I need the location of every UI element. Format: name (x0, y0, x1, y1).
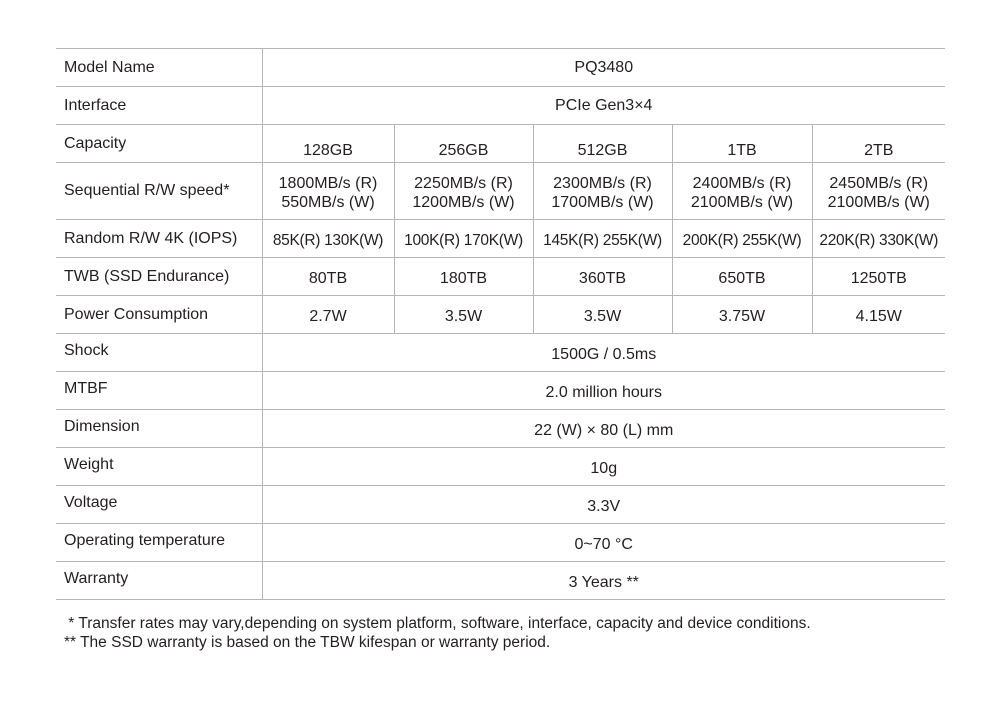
table-row-power (56, 296, 945, 334)
sequential-cell (812, 163, 945, 220)
sequential-write: 2100MB/s (W) (827, 194, 930, 211)
row-label-capacity: Capacity (56, 125, 262, 163)
footnote-warranty: ** The SSD warranty is based on the TBW kifespan or warranty period. (64, 634, 551, 651)
table-row-capacity (56, 125, 945, 163)
sequential-cell (262, 163, 394, 220)
sequential-cell (533, 163, 672, 220)
power-cell: 3.75W (672, 296, 812, 334)
row-label-voltage: Voltage (56, 486, 262, 524)
table-row-dimension (56, 410, 945, 448)
random-cell: 220K(R) 330K(W) (812, 220, 945, 258)
spec-table (56, 48, 945, 600)
table-row-tbw (56, 258, 945, 296)
sequential-cell (394, 163, 533, 220)
tbw-cell: 1250TB (812, 258, 945, 296)
interface-value: PCIe Gen3×4 (262, 87, 945, 125)
capacity-cell: 2TB (812, 125, 945, 163)
capacity-cell: 128GB (262, 125, 394, 163)
sequential-read: 1800MB/s (R) (278, 175, 378, 192)
capacity-cell: 1TB (672, 125, 812, 163)
sequential-write: 1200MB/s (W) (412, 194, 515, 211)
tbw-cell: 80TB (262, 258, 394, 296)
row-label-tbw: TWB (SSD Endurance) (56, 258, 262, 296)
table-row-warranty (56, 562, 945, 600)
tbw-cell: 360TB (533, 258, 672, 296)
row-label-weight: Weight (56, 448, 262, 486)
footnote-transfer-rates: * Transfer rates may vary,depending on system platform, software, interface, capacity and device conditions. (64, 615, 811, 632)
voltage-value: 3.3V (262, 486, 945, 524)
capacity-cell: 512GB (533, 125, 672, 163)
sequential-read: 2400MB/s (R) (692, 175, 792, 192)
row-label-model-name: Model Name (56, 49, 262, 87)
weight-value: 10g (262, 448, 945, 486)
power-cell: 3.5W (394, 296, 533, 334)
model-name-value: PQ3480 (262, 49, 945, 87)
table-row-interface (56, 87, 945, 125)
row-label-interface: Interface (56, 87, 262, 125)
random-cell: 85K(R) 130K(W) (262, 220, 394, 258)
table-row-random (56, 220, 945, 258)
row-label-shock: Shock (56, 334, 262, 372)
footnotes (64, 614, 811, 652)
table-row-sequential (56, 163, 945, 220)
row-label-power: Power Consumption (56, 296, 262, 334)
power-cell: 4.15W (812, 296, 945, 334)
sequential-read: 2250MB/s (R) (414, 175, 513, 192)
temperature-value: 0~70 °C (262, 524, 945, 562)
power-cell: 2.7W (262, 296, 394, 334)
table-row-weight (56, 448, 945, 486)
row-label-warranty: Warranty (56, 562, 262, 600)
sequential-read: 2450MB/s (R) (829, 175, 929, 192)
sequential-write: 550MB/s (W) (281, 194, 375, 211)
sequential-cell (672, 163, 812, 220)
row-label-dimension: Dimension (56, 410, 262, 448)
random-cell: 100K(R) 170K(W) (394, 220, 533, 258)
row-label-sequential: Sequential R/W speed* (56, 163, 262, 220)
table-row-shock (56, 334, 945, 372)
capacity-cell: 256GB (394, 125, 533, 163)
sequential-read: 2300MB/s (R) (553, 175, 652, 192)
table-row-model-name (56, 49, 945, 87)
table-row-mtbf (56, 372, 945, 410)
mtbf-value: 2.0 million hours (262, 372, 945, 410)
random-cell: 145K(R) 255K(W) (533, 220, 672, 258)
row-label-random: Random R/W 4K (IOPS) (56, 220, 262, 258)
sequential-write: 2100MB/s (W) (690, 194, 794, 211)
row-label-mtbf: MTBF (56, 372, 262, 410)
warranty-value: 3 Years ** (262, 562, 945, 600)
power-cell: 3.5W (533, 296, 672, 334)
table-row-temperature (56, 524, 945, 562)
tbw-cell: 180TB (394, 258, 533, 296)
table-row-voltage (56, 486, 945, 524)
tbw-cell: 650TB (672, 258, 812, 296)
shock-value: 1500G / 0.5ms (262, 334, 945, 372)
dimension-value: 22 (W) × 80 (L) mm (262, 410, 945, 448)
sequential-write: 1700MB/s (W) (551, 194, 654, 211)
random-cell: 200K(R) 255K(W) (672, 220, 812, 258)
row-label-temperature: Operating temperature (56, 524, 262, 562)
